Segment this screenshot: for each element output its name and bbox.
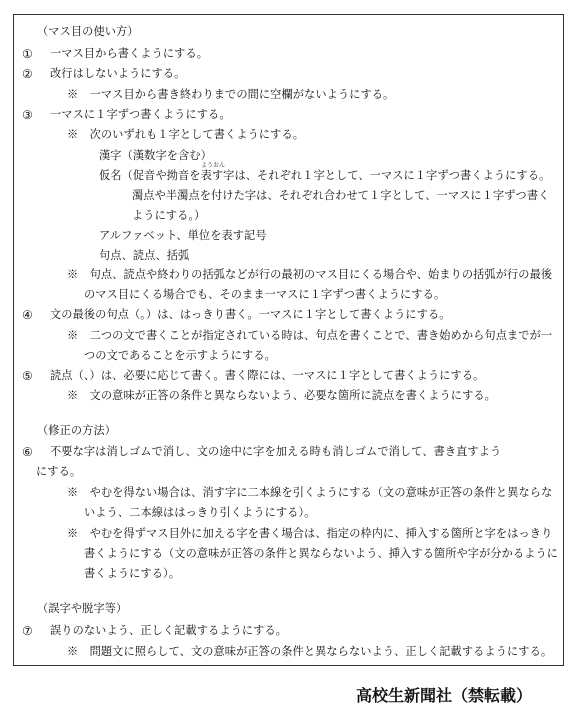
item-6-note2-line3: 書くようにする）。: [84, 567, 180, 580]
item-3-punct: 句点、読点、括弧: [99, 249, 190, 262]
section-title-correction: （修正の方法）: [37, 424, 117, 437]
item-1-mark: ①: [22, 47, 33, 61]
item-5-note: ※ 文の意味が正答の条件と異ならないよう、必要な箇所に読点を書くようにする。: [67, 389, 496, 402]
item-3-note2-line2: のマス目にくる場合でも、そのまま一マスに１字ずつ書くようにする。: [84, 288, 446, 301]
item-4-text: 文の最後の句点（。）は、はっきり書く。一マスに１字として書くようにする。: [50, 308, 451, 321]
item-6-text-line2: にする。: [36, 465, 82, 478]
item-6-mark: ⑥: [22, 445, 33, 459]
item-6-text-line1: 不要な字は消しゴムで消し、文の途中に字を加える時も消しゴムで消して、書き直すよう: [50, 445, 502, 458]
item-3-alpha: アルファベット、単位を表す記号: [99, 229, 267, 242]
item-6-note2-line2: 書くようにする（文の意味が正答の条件と異ならないよう、挿入する箇所や字が分かるように: [84, 547, 559, 560]
item-2-note: ※ 一マス目から書き終わりまでの間に空欄がないようにする。: [67, 88, 395, 101]
item-3-kana-line2: 濁点や半濁点を付けた字は、それぞれ合わせて１字として、一マスに１字ずつ書く: [132, 189, 550, 202]
item-3-note: ※ 次のいずれも１字として書くようにする。: [67, 128, 305, 141]
item-3-note2-line1: ※ 句点、読点や終わりの括弧などが行の最初のマス目にくる場合や、始まりの括弧が行の最後: [67, 268, 553, 281]
item-6-note2-line1: ※ やむを得ずマス目外に加える字を書く場合は、指定の枠内に、挿入する箇所と字をはっきり: [67, 527, 553, 540]
item-6-note1-line2: いよう、二本線ははっきり引くようにする）。: [84, 506, 316, 519]
item-4-note-line1: ※ 二つの文で書くことが指定されている時は、句点を書くことで、書き始めから句点までが一: [67, 329, 553, 342]
item-2-mark: ②: [22, 67, 33, 81]
publisher-credit: 高校生新聞社（禁転載）: [356, 686, 533, 705]
item-3-kanji: 漢字（漢数字を含む）: [99, 149, 212, 162]
item-3-kana-ruby: ようおん: [201, 162, 226, 169]
item-4-mark: ④: [22, 308, 33, 322]
item-6-note1-line1: ※ やむを得ない場合は、消す字に二本線を引くようにする（文の意味が正答の条件と異ならな: [67, 486, 553, 499]
item-5-text: 読点（、）は、必要に応じて書く。書く際には、一マスに１字として書くようにする。: [50, 369, 485, 382]
item-3-kana-line3: ようにする。）: [132, 209, 206, 222]
item-7-text: 誤りのないよう、正しく記載するようにする。: [50, 624, 288, 637]
item-3-text: 一マスに１字ずつ書くようにする。: [50, 108, 231, 121]
item-1-text: 一マス目から書くようにする。: [50, 47, 209, 60]
item-7-mark: ⑦: [22, 624, 33, 638]
item-3-kana-line1: 仮名（促音や拗音を表す字は、それぞれ１字として、一マスに１字ずつ書くようにする。: [99, 169, 551, 182]
section-title-usage: （マス目の使い方）: [37, 25, 139, 38]
item-4-note-line2: つの文であることを示すようにする。: [84, 349, 276, 362]
item-7-note: ※ 問題文に照らして、文の意味が正答の条件と異ならないよう、正しく記載するようにする。: [67, 645, 553, 658]
section-title-errors: （誤字や脱字等）: [37, 602, 128, 615]
item-3-mark: ③: [22, 108, 33, 122]
item-2-text: 改行はしないようにする。: [50, 67, 186, 80]
item-5-mark: ⑤: [22, 369, 33, 383]
